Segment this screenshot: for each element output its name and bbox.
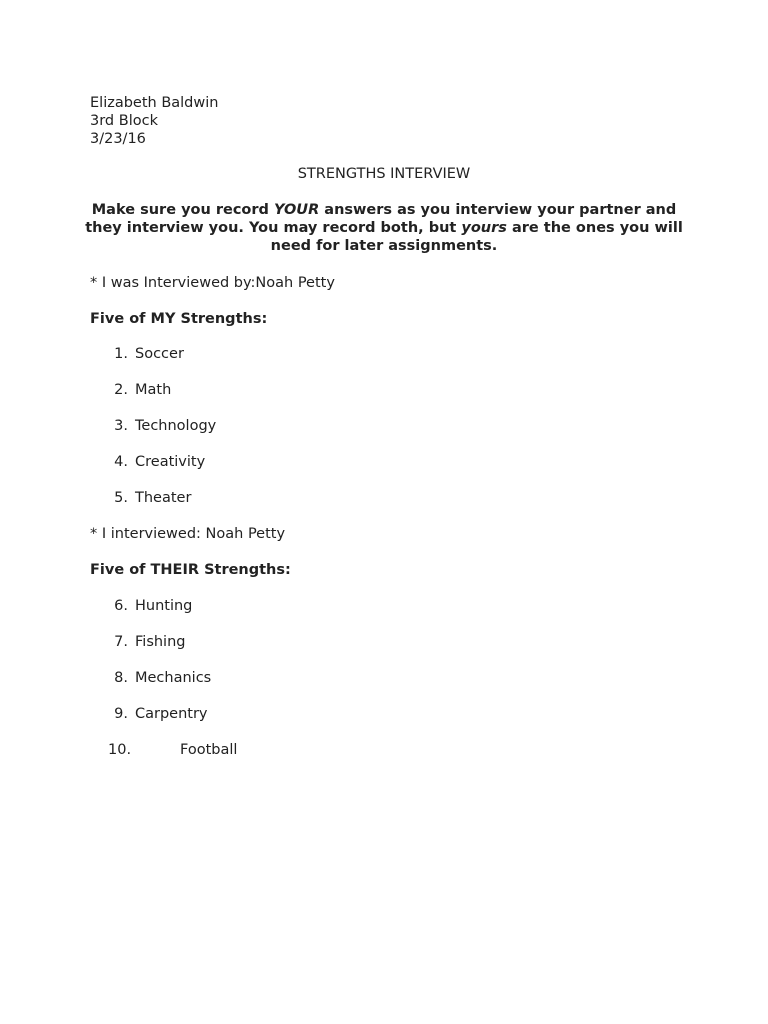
instructions-paragraph [84, 201, 684, 255]
list-item-text: Math [135, 382, 172, 398]
list-item-number: 5. [114, 490, 128, 506]
instructions-emphasis-yours: yours [461, 220, 507, 236]
i-interviewed-line: * I interviewed: Noah Petty [90, 526, 286, 542]
list-item-text: Technology [135, 418, 217, 434]
student-name: Elizabeth Baldwin [90, 95, 219, 111]
list-item-text: Football [180, 742, 238, 758]
student-info [90, 94, 218, 148]
document-title: STRENGTHS INTERVIEW [297, 166, 471, 182]
list-item-text: Creativity [135, 454, 206, 470]
interviewed-by-line: * I was Interviewed by:Noah Petty [90, 275, 335, 291]
list-item-number: 1. [114, 346, 128, 362]
list-item-number: 2. [114, 382, 128, 398]
list-item-number: 4. [114, 454, 128, 470]
list-item-number: 8. [114, 670, 128, 686]
list-item-text: Theater [135, 490, 192, 506]
my-strengths-heading: Five of MY Strengths: [90, 311, 268, 327]
list-item-text: Mechanics [135, 670, 212, 686]
list-item-number: 9. [114, 706, 128, 722]
list-item-text: Carpentry [135, 706, 208, 722]
list-item-number: 7. [114, 634, 128, 650]
instructions-text-3: are the ones you will need for later assignments. [270, 220, 683, 254]
list-item-number: 3. [114, 418, 128, 434]
list-item-number: 6. [114, 598, 128, 614]
document-date: 3/23/16 [90, 131, 146, 147]
list-item-number: 10. [108, 742, 132, 758]
instructions-emphasis-your: YOUR [273, 202, 320, 218]
list-item-text: Hunting [135, 598, 193, 614]
instructions-text-2: answers as you interview your partner and they interview you. You may record both, but [85, 202, 677, 236]
instructions-text-1: Make sure you record [91, 202, 274, 218]
list-item-text: Fishing [135, 634, 186, 650]
class-block: 3rd Block [90, 113, 158, 129]
list-item-text: Soccer [135, 346, 184, 362]
their-strengths-heading: Five of THEIR Strengths: [90, 562, 291, 578]
